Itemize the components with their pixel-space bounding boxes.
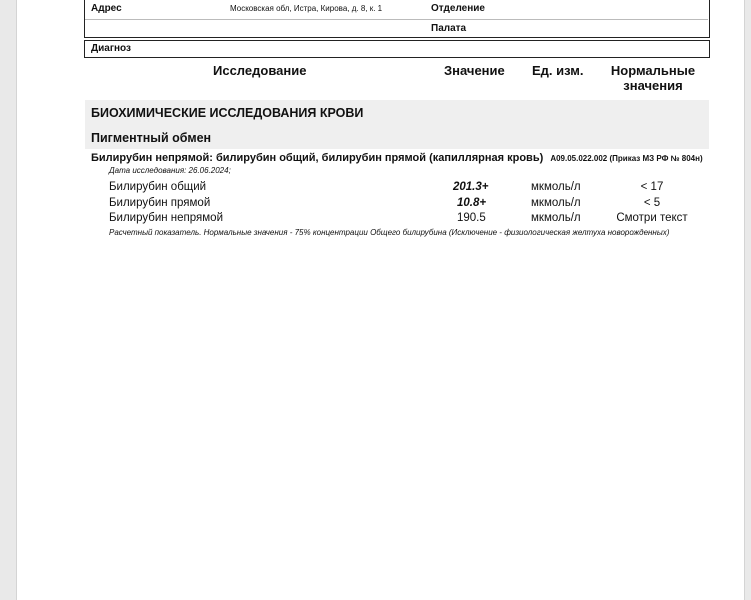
column-header-unit: Ед. изм. bbox=[532, 63, 584, 78]
divider bbox=[85, 19, 708, 20]
test-title bbox=[91, 152, 703, 164]
result-normal: Смотри текст bbox=[616, 212, 688, 224]
section-subtitle: Пигментный обмен bbox=[91, 131, 212, 145]
result-unit: мкмоль/л bbox=[531, 197, 581, 209]
result-value: 190.5 bbox=[457, 212, 486, 224]
document-page bbox=[16, 0, 745, 600]
diagnosis-label: Диагноз bbox=[91, 43, 131, 54]
address-label: Адрес bbox=[91, 3, 122, 14]
calculation-note: Расчетный показатель. Нормальные значения - 75% концентрации Общего билирубина (Исключение - физиологическая желтуха новорожденных) bbox=[109, 228, 670, 237]
result-value: 10.8+ bbox=[457, 197, 487, 209]
diagnosis-box bbox=[84, 40, 710, 58]
test-code: A09.05.022.002 (Приказ МЗ РФ № 804н) bbox=[550, 154, 703, 163]
test-date: Дата исследования: 26.06.2024; bbox=[109, 166, 231, 175]
result-name: Билирубин непрямой bbox=[109, 212, 224, 224]
column-header-normal-line1: Нормальные bbox=[610, 63, 696, 78]
result-name: Билирубин общий bbox=[109, 181, 207, 193]
result-value: 201.3+ bbox=[453, 181, 489, 193]
address-value: Московская обл, Истра, Кирова, д. 8, к. 1 bbox=[230, 4, 383, 13]
section-title: БИОХИМИЧЕСКИЕ ИССЛЕДОВАНИЯ КРОВИ bbox=[91, 106, 364, 120]
ward-label: Палата bbox=[431, 23, 467, 34]
column-header-study: Исследование bbox=[213, 63, 307, 78]
result-unit: мкмоль/л bbox=[531, 212, 581, 224]
test-name: Билирубин непрямой: билирубин общий, билирубин прямой (капиллярная кровь) bbox=[91, 152, 544, 164]
column-header-normal bbox=[601, 63, 705, 93]
result-unit: мкмоль/л bbox=[531, 181, 581, 193]
result-normal: < 17 bbox=[640, 181, 664, 193]
column-header-normal-line2: значения bbox=[623, 78, 683, 93]
department-label: Отделение bbox=[431, 3, 485, 14]
column-header-value: Значение bbox=[444, 63, 505, 78]
result-normal: < 5 bbox=[643, 197, 661, 209]
result-name: Билирубин прямой bbox=[109, 197, 211, 209]
